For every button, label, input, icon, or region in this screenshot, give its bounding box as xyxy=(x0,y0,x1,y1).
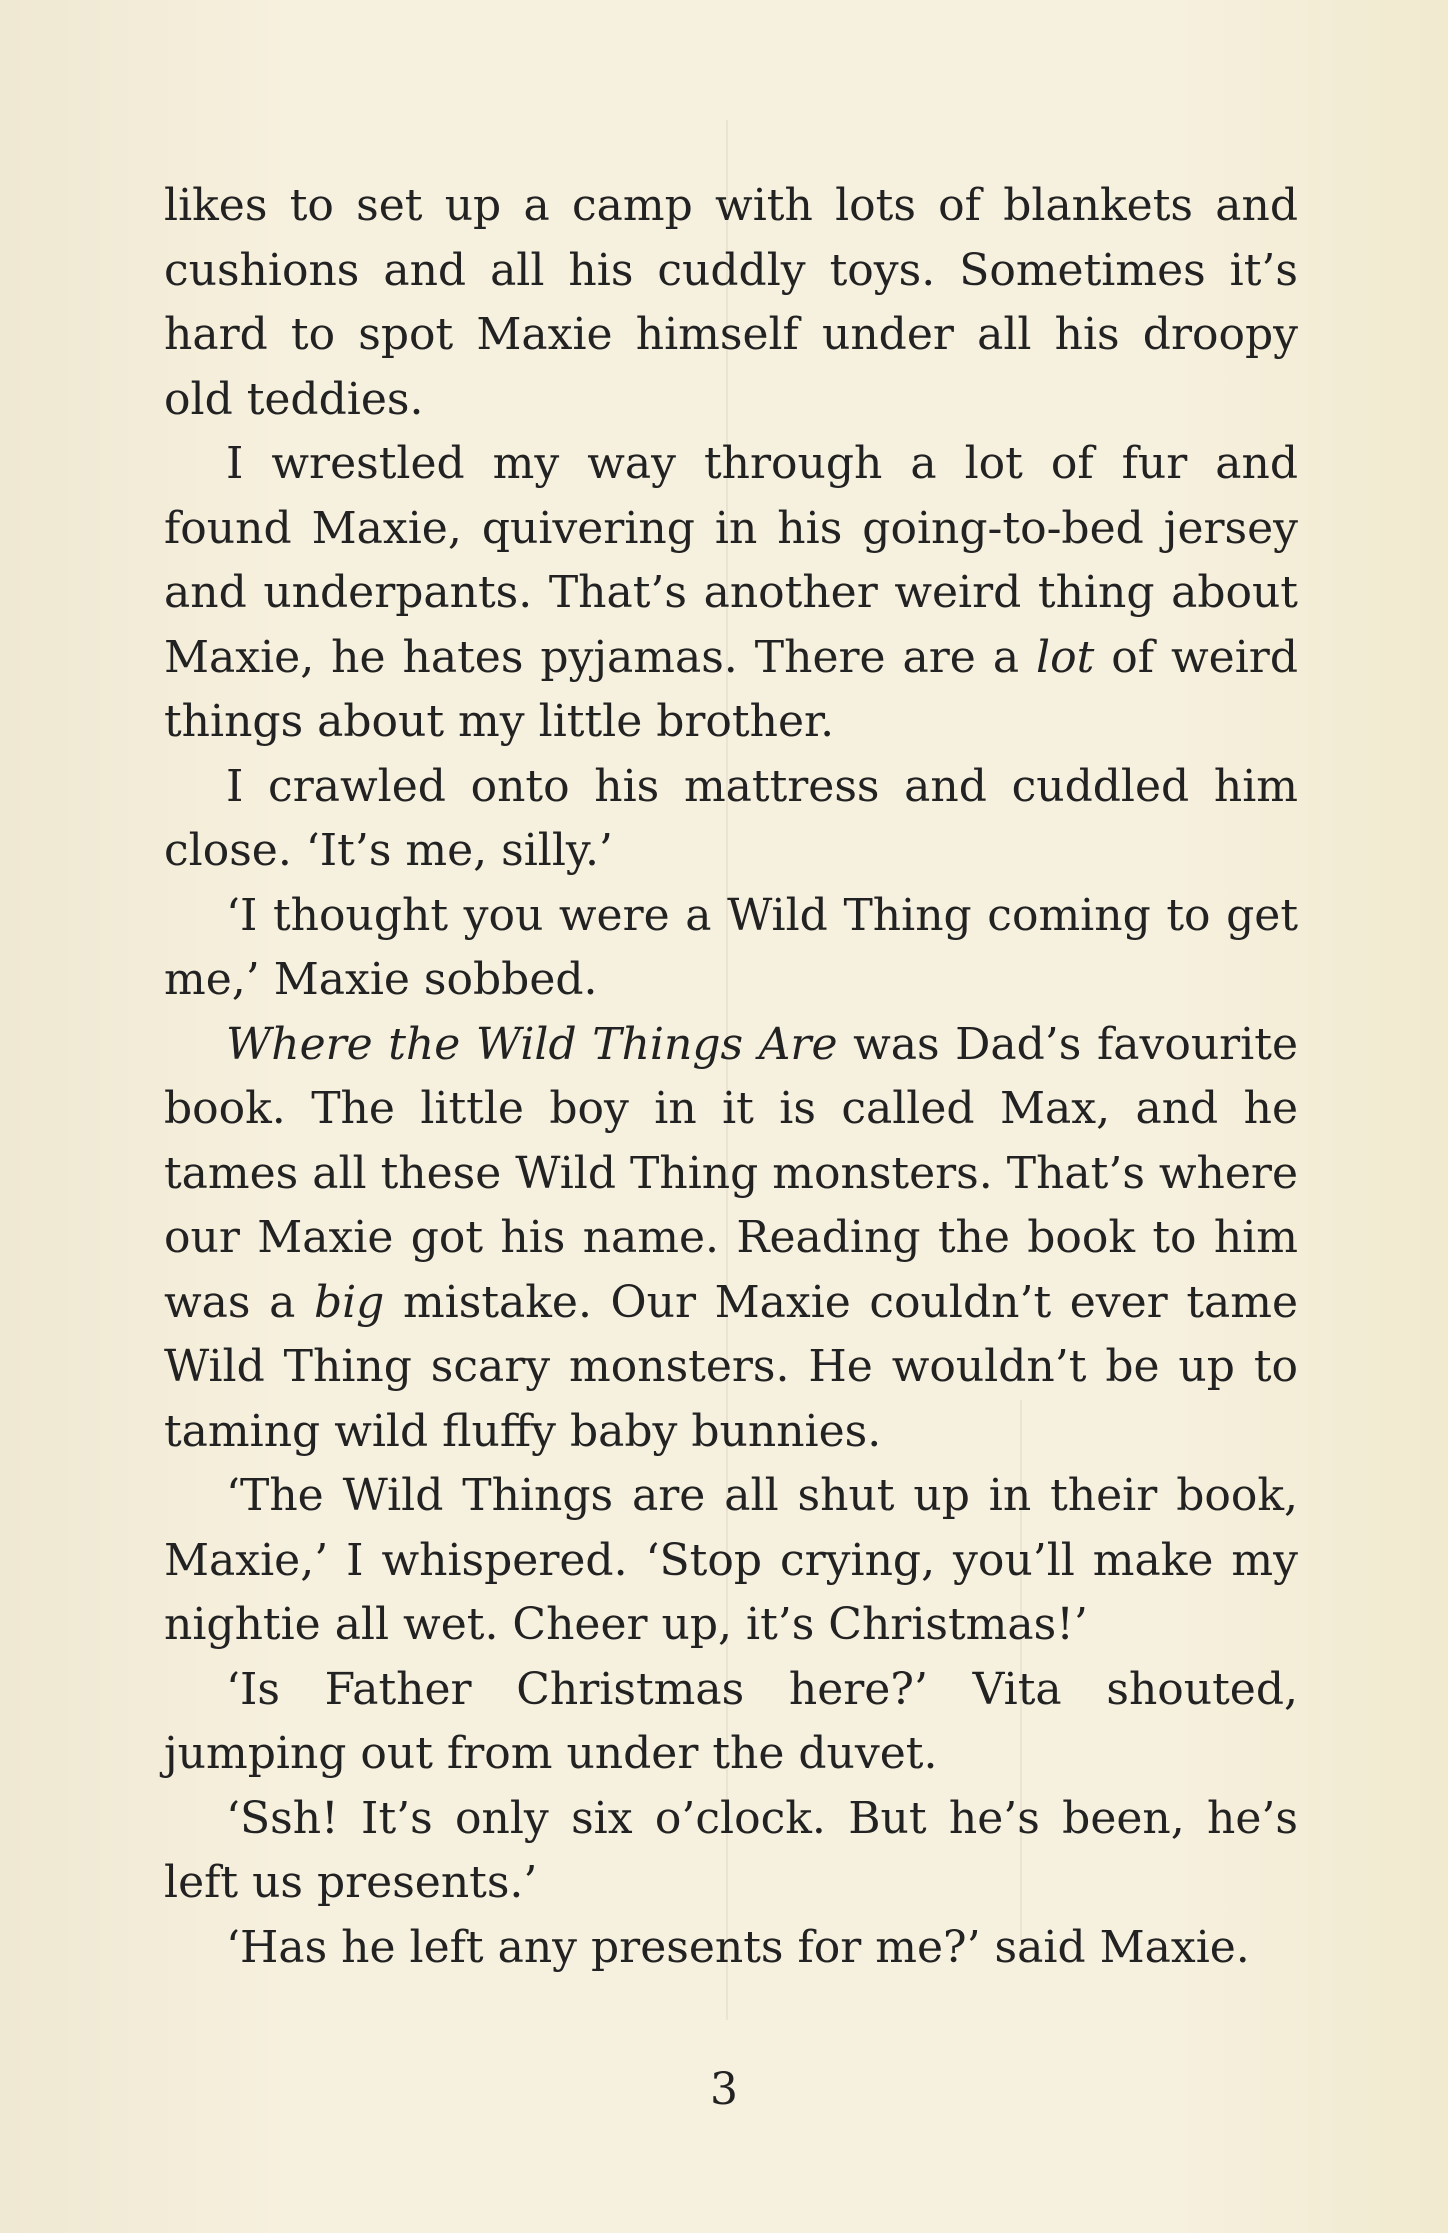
emphasis: big xyxy=(313,1276,385,1328)
text-run: ‘The Wild Things are all shut up in their book, Maxie,’ I whispered. ‘Stop crying, you’ll make my nightie all wet. Cheer up, it’s Christmas!’ xyxy=(164,1470,1298,1650)
paragraph xyxy=(164,1916,1298,1981)
paragraph xyxy=(164,1013,1298,1465)
text-run: ‘Has he left any presents for me?’ said Maxie. xyxy=(226,1921,1250,1973)
paragraph xyxy=(164,1658,1298,1787)
text-run: ‘Ssh! It’s only six o’clock. But he’s been, he’s left us presents.’ xyxy=(164,1792,1298,1908)
paragraph xyxy=(164,432,1298,755)
text-run: likes to set up a camp with lots of blankets and cushions and all his cuddly toys. Sometimes it’s hard to spot Maxie himself under all his droopy old teddies. xyxy=(164,180,1298,425)
paragraph xyxy=(164,884,1298,1013)
text-run: I wrestled my way through a lot of fur and found Maxie, quivering in his going-to-bed jersey and underpants. That’s another weird thing about Maxie, he hates pyjamas. There are a xyxy=(164,438,1298,683)
text-run: I crawled onto his mattress and cuddled him close. ‘It’s me, silly.’ xyxy=(164,760,1298,876)
text-run: ‘Is Father Christmas here?’ Vita shouted, jumping out from under the duvet. xyxy=(164,1663,1298,1779)
text-run: ‘I thought you were a Wild Thing coming to get me,’ Maxie sobbed. xyxy=(164,889,1298,1005)
text-run: of weird things about my little brother. xyxy=(164,631,1298,747)
paragraph xyxy=(164,174,1298,432)
paragraph xyxy=(164,1787,1298,1916)
text-run: mistake. Our Maxie couldn’t ever tame Wild Thing scary monsters. He wouldn’t be up to taming wild fluffy baby bunnies. xyxy=(164,1276,1298,1457)
paragraph xyxy=(164,755,1298,884)
text-run: was Dad’s favourite book. The little boy in it is called Max, and he tames all these Wild Thing monsters. That’s where our Maxie got his name. Reading the book to him was a xyxy=(164,1018,1298,1328)
body-text xyxy=(164,174,1298,1980)
book-title: Where the Wild Things Are xyxy=(226,1018,838,1070)
page-number: 3 xyxy=(710,2064,738,2115)
emphasis: lot xyxy=(1036,631,1095,683)
paragraph xyxy=(164,1464,1298,1658)
